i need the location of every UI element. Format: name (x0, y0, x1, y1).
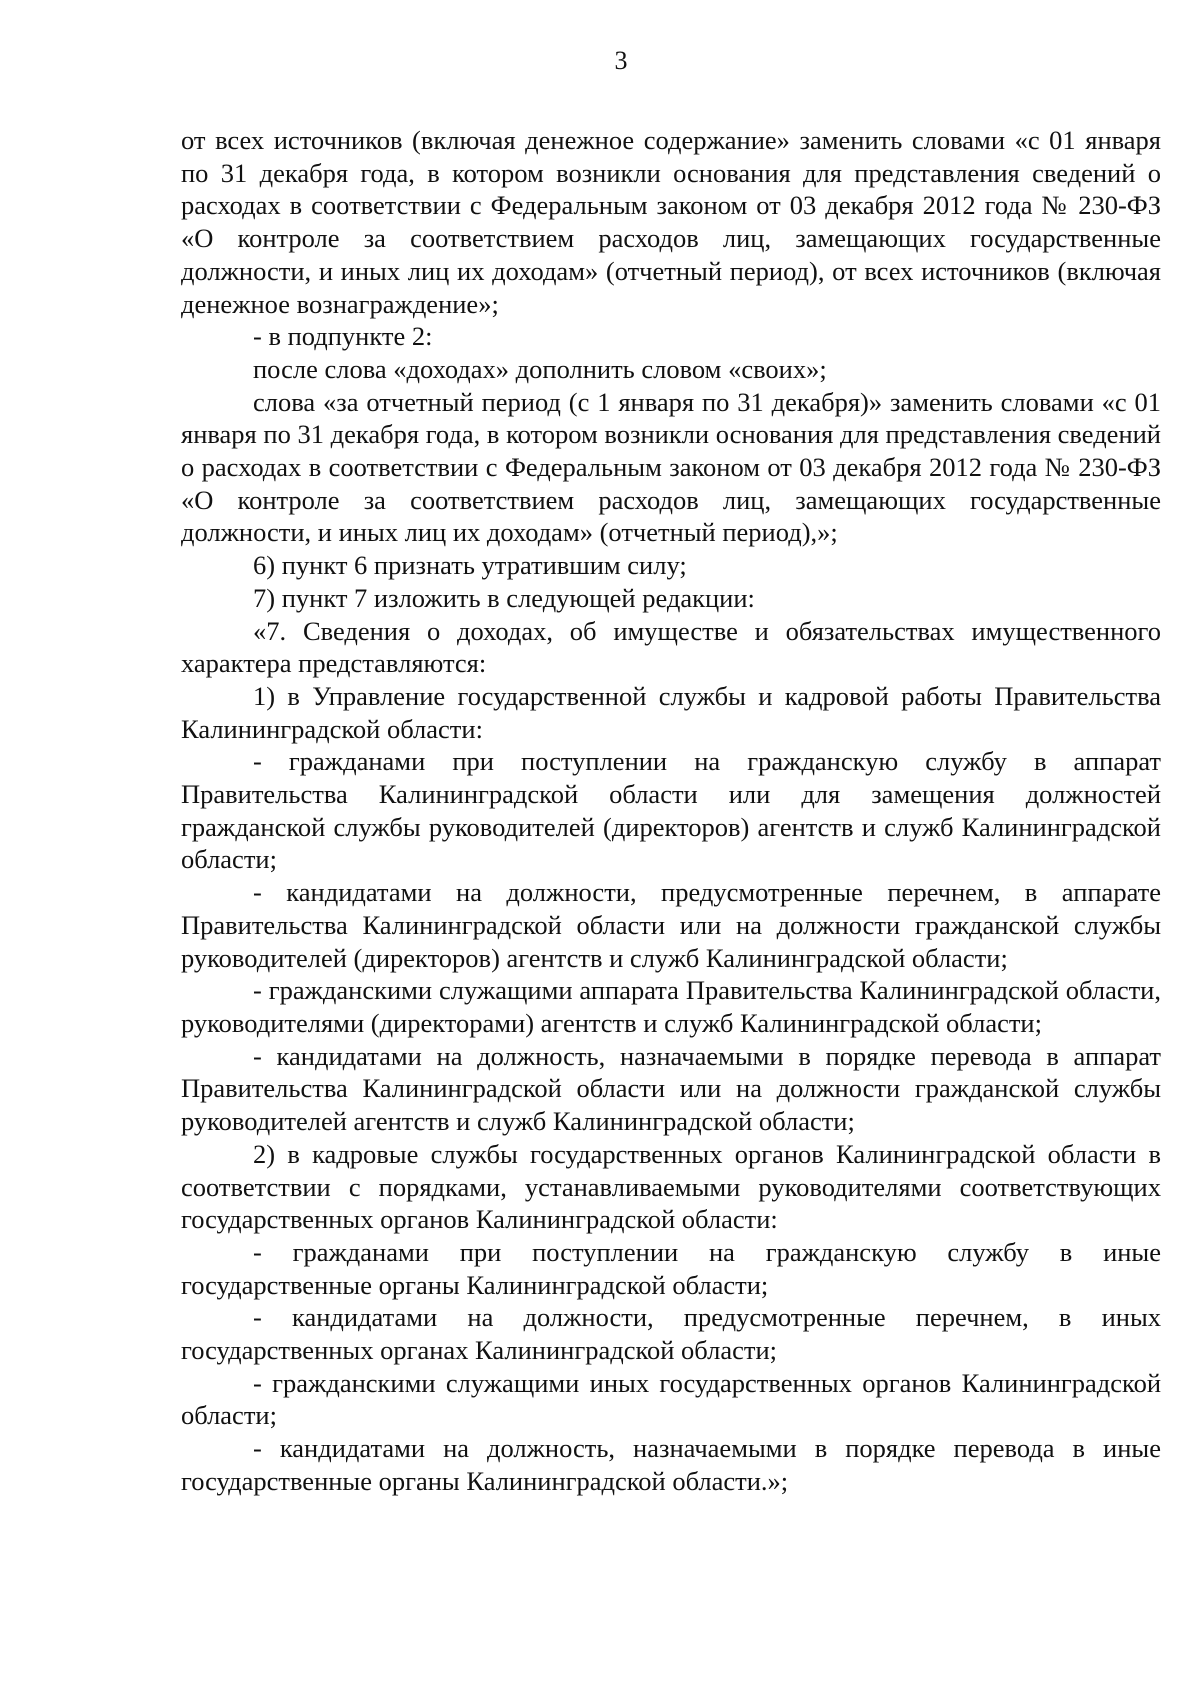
document-body (181, 124, 1161, 1498)
paragraph-list-citizens-other: - гражданами при поступлении на гражданскую службу в иные государственные органы Калининградской области; (181, 1236, 1161, 1300)
paragraph-list-servants-other: - гражданскими служащими иных государственных органов Калининградской области; (181, 1367, 1161, 1431)
paragraph-list-transfer-apparatus: - кандидатами на должность, назначаемыми в порядке перевода в аппарат Правительства Калининградской области или на должности гражданской службы руководителей агентств и служб Калининградской области; (181, 1040, 1161, 1137)
paragraph-item-6: 6) пункт 6 признать утратившим силу; (253, 550, 687, 581)
paragraph-item-7-text: «7. Сведения о доходах, об имуществе и обязательствах имущественного характера представляются: (181, 615, 1161, 679)
paragraph-list-candidates-other: - кандидатами на должности, предусмотренные перечнем, в иных государственных органах Калининградской области; (181, 1302, 1161, 1366)
paragraph-add-word: после слова «доходах» дополнить словом «своих»; (253, 353, 827, 384)
paragraph-item-7: 7) пункт 7 изложить в следующей редакции: (253, 582, 755, 613)
paragraph-list-transfer-other: - кандидатами на должность, назначаемыми в порядке перевода в иные государственные органы Калининградской области.»; (181, 1433, 1161, 1496)
paragraph-subitem-1: 1) в Управление государственной службы и кадровой работы Правительства Калининградской области: (181, 680, 1161, 744)
paragraph-subitem-2: 2) в кадровые службы государственных органов Калининградской области в соответствии с порядками, устанавливаемыми руководителями соответствующих государственных органов Калининградской области: (181, 1138, 1161, 1235)
paragraph-subclause-2: - в подпункте 2: (253, 321, 433, 352)
paragraph-income-sources: от всех источников (включая денежное содержание» заменить словами «с 01 января по 31 декабря года, в котором возникли основания для представления сведений о расходах в соответствии с Федеральным законом от 03 декабря 2012 года № 230-ФЗ «О контроле за соответствием расходов лиц, замещающих государственные должности, и иных лиц их доходам» (отчетный период), от всех источников (включая денежное вознаграждение»; (181, 125, 1161, 319)
page-number: 3 (614, 46, 628, 75)
paragraph-list-citizens-apparatus: - гражданами при поступлении на гражданскую службу в аппарат Правительства Калининградской области или для замещения должностей гражданской службы руководителей (директоров) агентств и служб Калининградской области; (181, 746, 1161, 875)
paragraph-list-candidates-apparatus: - кандидатами на должности, предусмотренные перечнем, в аппарате Правительства Калининградской области или на должности гражданской службы руководителей (директоров) агентств и служб Калининградской области; (181, 877, 1161, 973)
paragraph-list-servants-apparatus: - гражданскими служащими аппарата Правительства Калининградской области, руководителями (директорами) агентств и служб Калининградской области; (181, 975, 1161, 1038)
paragraph-replace-period: слова «за отчетный период (с 1 января по 31 декабря)» заменить словами «с 01 января по 31 декабря года, в котором возникли основания для представления сведений о расходах в соответствии с Федеральным законом от 03 декабря 2012 года № 230-ФЗ «О контроле за соответствием расходов лиц, замещающих государственные должности, и иных лиц их доходам» (отчетный период),»; (181, 386, 1161, 548)
